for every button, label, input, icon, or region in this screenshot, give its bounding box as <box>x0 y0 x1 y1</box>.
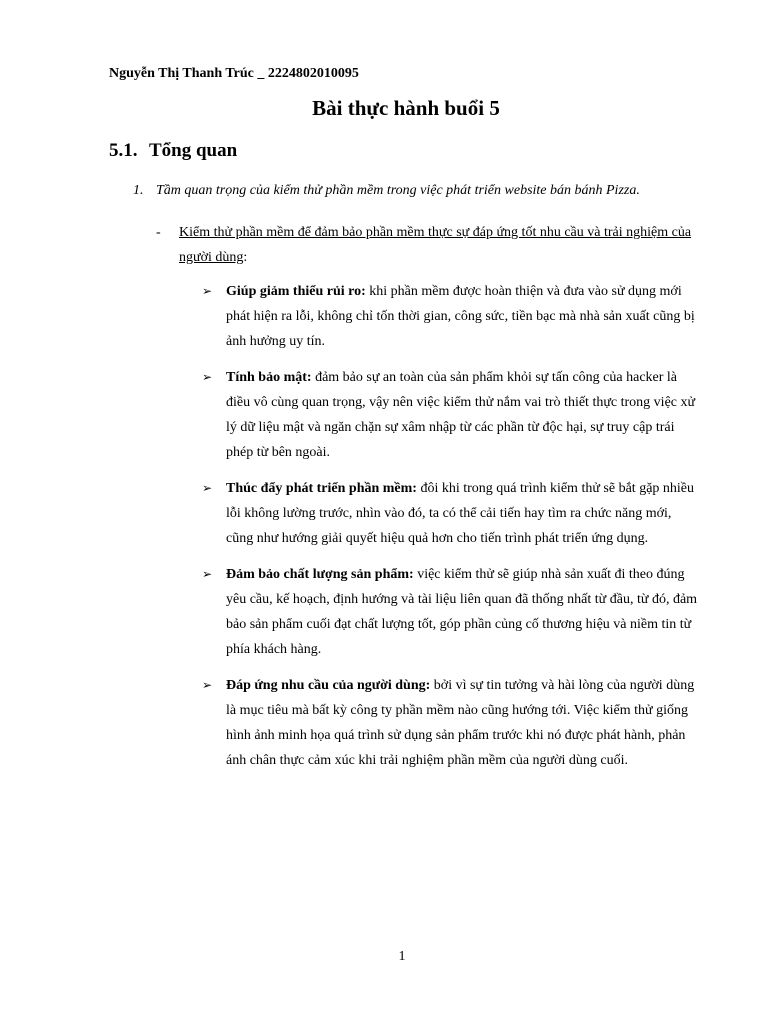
list-item <box>200 673 700 773</box>
arrow-bullet-icon: ➢ <box>202 370 213 384</box>
bullet-text: đôi khi trong quá trình kiểm thử sẽ bắt gặp nhiều lỗi không lường trước, nhìn vào đó, ta có thể cải tiến hay tìm ra chức năng mới, cũng như hướng giải quyết hiệu quả hơn cho tiến trình phát triển ứng dụng. <box>226 481 695 546</box>
dash-item-suffix: : <box>243 250 248 265</box>
item-text: Tầm quan trọng của kiểm thử phần mềm trong việc phát triển website bán bánh Pizza. <box>156 183 640 198</box>
arrow-bullet-icon: ➢ <box>202 284 213 298</box>
dash-item-underlined: Kiểm thử phần mềm để đảm bảo phần mềm thực sự đáp ứng tốt nhu cầu và trải nghiệm của người dùng <box>179 225 692 265</box>
section-title: Tổng quan <box>149 140 238 161</box>
section-heading <box>109 140 237 162</box>
list-item <box>200 476 700 551</box>
bullet-text: khi phần mềm được hoàn thiện và đưa vào sử dụng mới phát hiện ra lỗi, không chỉ tốn thời gian, công sức, tiền bạc mà nhà sản xuất cũng bị ảnh hưởng uy tín. <box>226 284 695 349</box>
dash-item <box>156 220 696 270</box>
dash-symbol: - <box>156 225 161 240</box>
author-header: Nguyễn Thị Thanh Trúc _ 2224802010095 <box>109 66 359 81</box>
bullet-text: đảm bảo sự an toàn của sản phẩm khỏi sự tấn công của hacker là điều vô cùng quan trọng, vậy nên việc kiểm thử nắm vai trò thiết thực trong việc xử lý dữ liệu mật và ngăn chặn sự xâm nhập từ các phần từ độc hại, sự truy cập trái phép từ bên ngoài. <box>226 370 696 460</box>
arrow-bullet-icon: ➢ <box>202 678 213 692</box>
page-number: 1 <box>398 949 406 964</box>
bullet-term: Đáp ứng nhu cầu của người dùng: <box>226 678 431 693</box>
bullet-term: Đảm bảo chất lượng sản phẩm: <box>226 567 414 582</box>
arrow-bullet-icon: ➢ <box>202 481 213 495</box>
bullet-term: Giúp giảm thiểu rủi ro: <box>226 284 366 299</box>
bullet-list <box>200 279 700 784</box>
bullet-term: Tính bảo mật: <box>226 370 312 385</box>
list-item <box>200 365 700 465</box>
page-title: Bài thực hành buổi 5 <box>312 96 500 120</box>
bullet-term: Thúc đẩy phát triển phần mềm: <box>226 481 417 496</box>
dash-item-text <box>179 220 696 270</box>
bullet-text: bởi vì sự tin tưởng và hài lòng của người dùng là mục tiêu mà bất kỳ công ty phần mềm nào cũng hướng tới. Việc kiểm thử giống hình ảnh minh họa quá trình sử dụng sản phẩm trước khi nó được phát hành, phản ánh chân thực cảm xúc khi trải nghiệm phần mềm của người dùng cuối. <box>226 678 695 768</box>
item-number: 1. <box>133 183 144 198</box>
list-item <box>200 279 700 354</box>
list-item <box>200 562 700 662</box>
section-number: 5.1. <box>109 140 138 161</box>
arrow-bullet-icon: ➢ <box>202 567 213 581</box>
bullet-text: việc kiểm thử sẽ giúp nhà sản xuất đi theo đúng yêu cầu, kế hoạch, định hướng và tài liệu liên quan đã thống nhất từ đầu, từ đó, đảm bảo sản phẩm cuối đạt chất lượng tốt, góp phần củng cố thương hiệu và niềm tin từ phía khách hàng. <box>226 567 698 657</box>
numbered-item <box>133 183 640 199</box>
